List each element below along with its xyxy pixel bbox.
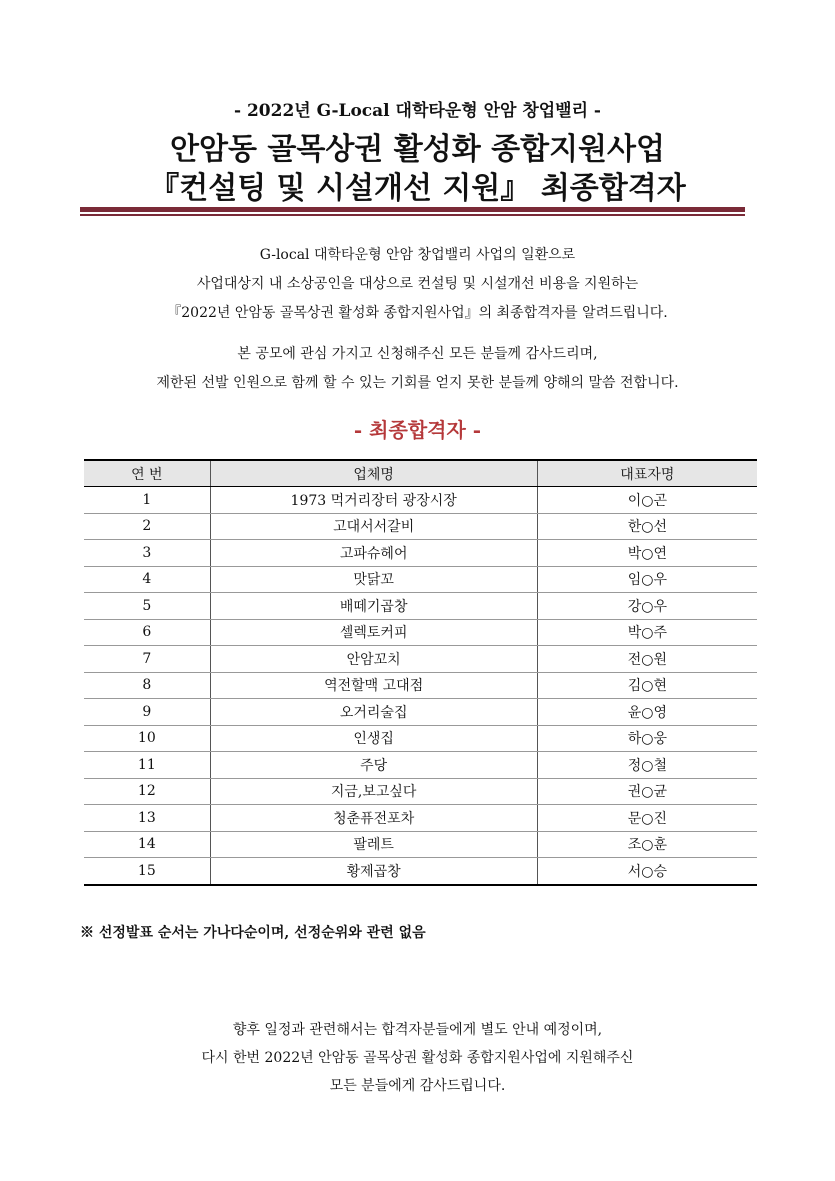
table-row: [84, 699, 757, 726]
header-business-name: 업체명: [210, 460, 537, 487]
representative-name: 윤○영: [537, 699, 757, 726]
table-row: [84, 619, 757, 646]
closing-line: 다시 한번 2022년 안암동 골목상권 활성화 종합지원사업에 지원해주신: [201, 1050, 634, 1066]
business-name: 지금,보고싶다: [210, 778, 537, 805]
table-row: [84, 540, 757, 567]
business-name: 황제곱창: [210, 858, 537, 885]
document-subtitle: - 2022년 G-Local 대학타운형 안암 창업밸리 -: [233, 101, 601, 121]
section-title: - 최종합격자 -: [353, 418, 482, 442]
table-row: [84, 725, 757, 752]
business-name: 배떼기곱창: [210, 593, 537, 620]
table-row: [84, 513, 757, 540]
row-number: 11: [84, 752, 210, 779]
row-number: 10: [84, 725, 210, 752]
intro-line: 『2022년 안암동 골목상권 활성화 종합지원사업』의 최종합격자를 알려드립니다.: [167, 305, 668, 321]
header-representative: 대표자명: [537, 460, 757, 487]
row-number: 5: [84, 593, 210, 620]
table-row: [84, 593, 757, 620]
table-header-row: [84, 460, 757, 487]
header-number: 연 번: [84, 460, 210, 487]
table-row: [84, 805, 757, 832]
selection-note: ※ 선정발표 순서는 가나다순이며, 선정순위와 관련 없음: [80, 925, 426, 941]
table-row: [84, 487, 757, 514]
business-name: 청춘퓨전포차: [210, 805, 537, 832]
title-divider-thin: [80, 214, 745, 216]
table-row: [84, 646, 757, 673]
table-row: [84, 672, 757, 699]
business-name: 안암꼬치: [210, 646, 537, 673]
row-number: 12: [84, 778, 210, 805]
closing-line: 향후 일정과 관련해서는 합격자분들에게 별도 안내 예정이며,: [232, 1022, 603, 1038]
representative-name: 한○선: [537, 513, 757, 540]
row-number: 14: [84, 831, 210, 858]
business-name: 셀렉토커피: [210, 619, 537, 646]
representative-name: 박○주: [537, 619, 757, 646]
row-number: 2: [84, 513, 210, 540]
business-name: 역전할맥 고대점: [210, 672, 537, 699]
closing-line: 모든 분들에게 감사드립니다.: [329, 1078, 506, 1094]
intro-line: G-local 대학타운형 안암 창업밸리 사업의 일환으로: [259, 247, 576, 263]
business-name: 맛닭꼬: [210, 566, 537, 593]
table-row: [84, 752, 757, 779]
business-name: 오거리술집: [210, 699, 537, 726]
intro-paragraph-1: [0, 241, 835, 328]
row-number: 15: [84, 858, 210, 885]
table-row: [84, 778, 757, 805]
intro-line: 사업대상지 내 소상공인을 대상으로 컨설팅 및 시설개선 비용을 지원하는: [196, 276, 639, 292]
row-number: 3: [84, 540, 210, 567]
closing-paragraph: [0, 1016, 835, 1100]
table-body: [84, 487, 757, 885]
representative-name: 조○훈: [537, 831, 757, 858]
representative-name: 임○우: [537, 566, 757, 593]
row-number: 8: [84, 672, 210, 699]
business-name: 주당: [210, 752, 537, 779]
intro-line: 본 공모에 관심 가지고 신청해주신 모든 분들께 감사드리며,: [237, 346, 598, 362]
representative-name: 김○현: [537, 672, 757, 699]
row-number: 13: [84, 805, 210, 832]
table-row: [84, 858, 757, 885]
row-number: 1: [84, 487, 210, 514]
representative-name: 문○진: [537, 805, 757, 832]
winners-table: [84, 459, 757, 886]
representative-name: 정○철: [537, 752, 757, 779]
representative-name: 전○원: [537, 646, 757, 673]
title-divider-thick: [80, 207, 745, 212]
representative-name: 권○균: [537, 778, 757, 805]
representative-name: 이○곤: [537, 487, 757, 514]
table-row: [84, 831, 757, 858]
row-number: 4: [84, 566, 210, 593]
row-number: 6: [84, 619, 210, 646]
document-title-line1: 안암동 골목상권 활성화 종합지원사업: [169, 132, 665, 167]
business-name: 1973 먹거리장터 광장시장: [210, 487, 537, 514]
row-number: 7: [84, 646, 210, 673]
business-name: 고파슈헤어: [210, 540, 537, 567]
table-row: [84, 566, 757, 593]
business-name: 팔레트: [210, 831, 537, 858]
representative-name: 하○웅: [537, 725, 757, 752]
business-name: 고대서서갈비: [210, 513, 537, 540]
representative-name: 박○연: [537, 540, 757, 567]
intro-paragraph-2: [0, 340, 835, 398]
business-name: 인생집: [210, 725, 537, 752]
representative-name: 서○승: [537, 858, 757, 885]
document-title-line2: 『컨설팅 및 시설개선 지원』 최종합격자: [149, 171, 686, 206]
row-number: 9: [84, 699, 210, 726]
representative-name: 강○우: [537, 593, 757, 620]
intro-line: 제한된 선발 인원으로 함께 할 수 있는 기회를 얻지 못한 분들께 양해의 말씀 전합니다.: [156, 375, 679, 391]
